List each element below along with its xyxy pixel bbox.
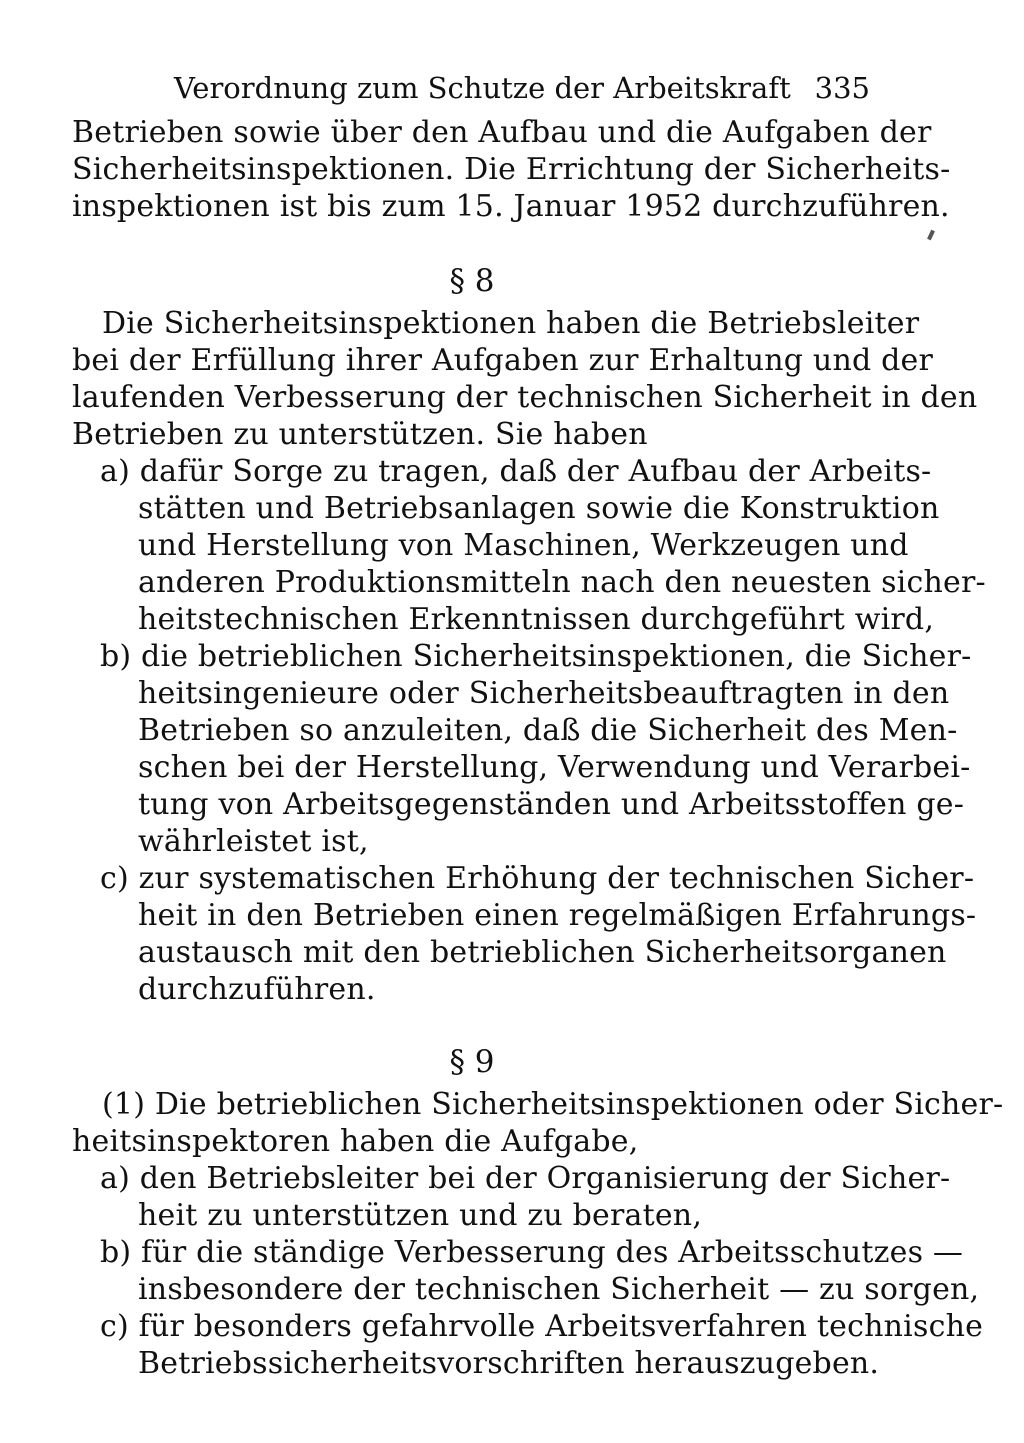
text-line: b) für die ständige Verbesserung des Arbeitsschutzes — bbox=[100, 1235, 964, 1270]
text-line: austausch mit den betrieblichen Sicherheitsorganen bbox=[138, 935, 947, 970]
text-line: b) die betrieblichen Sicherheitsinspektionen, die Sicher- bbox=[100, 639, 972, 674]
section-heading-9: § 9 bbox=[449, 1044, 495, 1080]
text-line: (1) Die betrieblichen Sicherheitsinspektionen oder Sicher- bbox=[102, 1087, 1004, 1122]
text-line: tung von Arbeitsgegenständen und Arbeitsstoffen ge- bbox=[138, 787, 965, 822]
text-line: Die Sicherheitsinspektionen haben die Betriebsleiter bbox=[102, 306, 920, 341]
text-line: a) den Betriebsleiter bei der Organisierung der Sicher- bbox=[100, 1161, 951, 1196]
document-page bbox=[72, 62, 1004, 1382]
page-number: 335 bbox=[814, 71, 870, 105]
text-line: stätten und Betriebsanlagen sowie die Konstruktion bbox=[138, 491, 940, 526]
section-9-item-b bbox=[72, 1234, 980, 1308]
text-line: c) zur systematischen Erhöhung der technischen Sicher- bbox=[100, 861, 975, 896]
text-line: und Herstellung von Maschinen, Werkzeugen und bbox=[138, 528, 909, 563]
text-line: Sicherheitsinspektionen. Die Errichtung der Sicherheits- bbox=[72, 152, 951, 187]
text-line: heitstechnischen Erkenntnissen durchgeführt wird, bbox=[138, 602, 935, 637]
text-line: durchzuführen. bbox=[138, 972, 376, 1007]
text-line: Betrieben zu unterstützen. Sie haben bbox=[72, 417, 648, 452]
text-line: währleistet ist, bbox=[138, 824, 369, 859]
text-line: anderen Produktionsmitteln nach den neuesten sicher- bbox=[138, 565, 986, 600]
text-line: inspektionen ist bis zum 15. Januar 1952 durchzuführen. bbox=[72, 189, 950, 224]
margin-mark bbox=[927, 230, 935, 241]
section-8-item-b bbox=[72, 638, 972, 860]
text-line: heitsingenieure oder Sicherheitsbeauftragten in den bbox=[138, 676, 950, 711]
text-line: Betrieben sowie über den Aufbau und die Aufgaben der bbox=[72, 115, 932, 150]
intro-paragraph bbox=[72, 114, 951, 225]
section-heading-8: § 8 bbox=[449, 263, 495, 299]
running-title: Verordnung zum Schutze der Arbeitskraft bbox=[174, 71, 791, 105]
text-line: heit zu unterstützen und zu beraten, bbox=[138, 1198, 703, 1233]
text-line: bei der Erfüllung ihrer Aufgaben zur Erhaltung und der bbox=[72, 343, 934, 378]
section-9-item-a bbox=[72, 1160, 951, 1234]
section-8-paragraph bbox=[72, 305, 978, 453]
text-line: Betriebssicherheitsvorschriften herauszugeben. bbox=[138, 1346, 880, 1381]
text-line: schen bei der Herstellung, Verwendung und Verarbei- bbox=[138, 750, 971, 785]
text-line: insbesondere der technischen Sicherheit — zu sorgen, bbox=[138, 1272, 980, 1307]
text-line: laufenden Verbesserung der technischen Sicherheit in den bbox=[72, 380, 978, 415]
text-line: a) dafür Sorge zu tragen, daß der Aufbau der Arbeits- bbox=[100, 454, 932, 489]
section-8-item-c bbox=[72, 860, 977, 1008]
section-9-item-c bbox=[72, 1308, 984, 1382]
section-9-paragraph bbox=[72, 1086, 1004, 1160]
text-line: heitsinspektoren haben die Aufgabe, bbox=[72, 1124, 639, 1159]
running-head bbox=[72, 62, 872, 114]
text-line: Betrieben so anzuleiten, daß die Sicherheit des Men- bbox=[138, 713, 958, 748]
text-line: c) für besonders gefahrvolle Arbeitsverfahren technische bbox=[100, 1309, 984, 1344]
text-line: heit in den Betrieben einen regelmäßigen Erfahrungs- bbox=[138, 898, 977, 933]
section-8-item-a bbox=[72, 453, 986, 638]
